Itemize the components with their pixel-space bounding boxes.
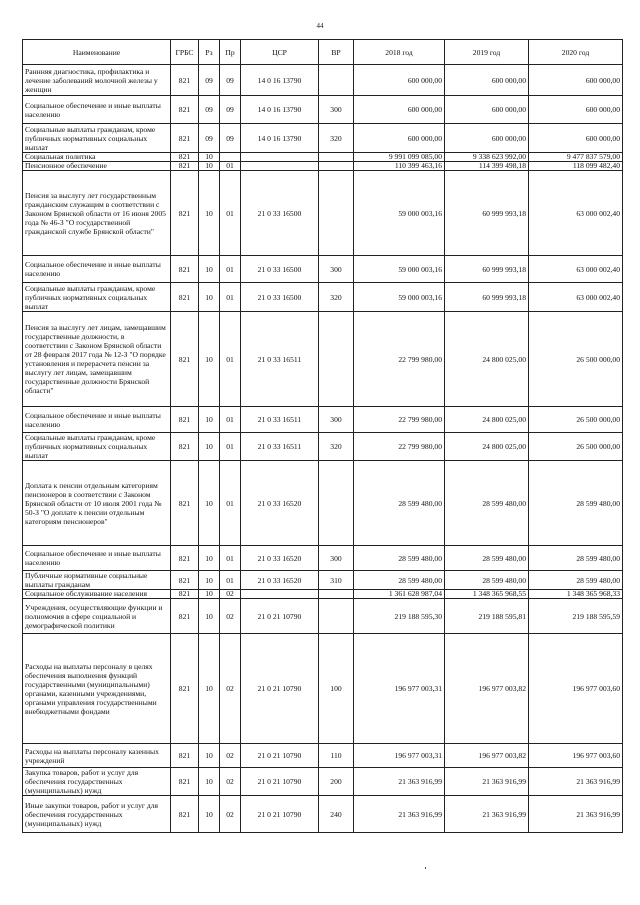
cell-y2019: 24 800 025,00 <box>445 407 529 433</box>
cell-grbs: 821 <box>171 796 199 833</box>
cell-grbs: 821 <box>171 283 199 312</box>
cell-rz: 10 <box>199 171 220 256</box>
cell-y2019: 24 800 025,00 <box>445 433 529 461</box>
cell-name: Социальное обеспечение и иные выплаты населению <box>23 546 171 571</box>
cell-vr <box>319 312 354 407</box>
cell-grbs: 821 <box>171 634 199 744</box>
table-row <box>23 546 623 571</box>
cell-y2020: 600 000,00 <box>529 65 623 96</box>
cell-rz: 10 <box>199 433 220 461</box>
table-row <box>23 634 623 744</box>
cell-rz: 10 <box>199 461 220 546</box>
cell-pr: 01 <box>220 407 241 433</box>
cell-y2020: 600 000,00 <box>529 96 623 124</box>
header-csr: ЦСР <box>241 40 319 65</box>
cell-grbs: 821 <box>171 744 199 768</box>
cell-rz: 09 <box>199 124 220 153</box>
cell-y2020: 26 500 000,00 <box>529 407 623 433</box>
cell-csr: 21 0 33 16520 <box>241 546 319 571</box>
cell-pr <box>220 153 241 162</box>
cell-csr <box>241 162 319 171</box>
cell-name: Социальные выплаты гражданам, кроме публичных нормативных социальных выплат <box>23 124 171 153</box>
cell-name: Социальная политика <box>23 153 171 162</box>
cell-grbs: 821 <box>171 312 199 407</box>
cell-y2019: 600 000,00 <box>445 96 529 124</box>
cell-y2020: 28 599 480,00 <box>529 546 623 571</box>
cell-y2020: 63 000 002,40 <box>529 171 623 256</box>
cell-rz: 10 <box>199 634 220 744</box>
cell-rz: 10 <box>199 590 220 599</box>
cell-y2018: 196 977 003,31 <box>354 744 445 768</box>
cell-y2020: 219 188 595,59 <box>529 599 623 634</box>
cell-vr <box>319 171 354 256</box>
cell-y2019: 24 800 025,00 <box>445 312 529 407</box>
cell-y2018: 28 599 480,00 <box>354 571 445 590</box>
cell-rz: 10 <box>199 546 220 571</box>
header-vr: ВР <box>319 40 354 65</box>
cell-pr: 02 <box>220 768 241 796</box>
table-row <box>23 256 623 283</box>
cell-vr: 110 <box>319 744 354 768</box>
cell-pr: 02 <box>220 599 241 634</box>
cell-csr: 21 0 33 16520 <box>241 571 319 590</box>
cell-name: Социальное обеспечение и иные выплаты населению <box>23 96 171 124</box>
table-row <box>23 461 623 546</box>
cell-vr: 200 <box>319 768 354 796</box>
cell-vr: 320 <box>319 124 354 153</box>
table-row <box>23 283 623 312</box>
table-row <box>23 744 623 768</box>
cell-rz: 10 <box>199 768 220 796</box>
cell-y2019: 21 363 916,99 <box>445 796 529 833</box>
cell-name: Публичные нормативные социальные выплаты гражданам <box>23 571 171 590</box>
cell-csr: 21 0 21 10790 <box>241 744 319 768</box>
cell-y2019: 600 000,00 <box>445 124 529 153</box>
cell-y2019: 196 977 003,82 <box>445 744 529 768</box>
cell-vr: 300 <box>319 96 354 124</box>
cell-y2018: 22 799 980,00 <box>354 433 445 461</box>
cell-rz: 10 <box>199 162 220 171</box>
header-2020: 2020 год <box>529 40 623 65</box>
cell-pr: 01 <box>220 171 241 256</box>
cell-y2018: 21 363 916,99 <box>354 796 445 833</box>
cell-y2020: 600 000,00 <box>529 124 623 153</box>
cell-vr: 300 <box>319 256 354 283</box>
cell-vr: 300 <box>319 407 354 433</box>
cell-y2018: 59 000 003,16 <box>354 256 445 283</box>
cell-y2020: 63 000 002,40 <box>529 283 623 312</box>
cell-y2019: 60 999 993,18 <box>445 283 529 312</box>
cell-rz: 10 <box>199 599 220 634</box>
cell-pr: 01 <box>220 461 241 546</box>
cell-csr: 21 0 21 10790 <box>241 634 319 744</box>
cell-grbs: 821 <box>171 461 199 546</box>
cell-pr: 09 <box>220 96 241 124</box>
cell-y2019: 600 000,00 <box>445 65 529 96</box>
cell-pr: 09 <box>220 124 241 153</box>
cell-csr: 14 0 16 13790 <box>241 96 319 124</box>
cell-y2020: 28 599 480,00 <box>529 571 623 590</box>
table-row <box>23 768 623 796</box>
table-row <box>23 433 623 461</box>
cell-y2019: 196 977 003,82 <box>445 634 529 744</box>
cell-y2019: 21 363 916,99 <box>445 768 529 796</box>
cell-rz: 10 <box>199 153 220 162</box>
cell-y2018: 22 799 980,00 <box>354 312 445 407</box>
cell-vr <box>319 65 354 96</box>
page-number: 44 <box>316 22 324 30</box>
cell-name: Пенсия за выслугу лет государственным гражданским служащим в соответствии с Законом Брянской области от 16 июня 2005 года № 46-З "О государственной гражданской службе Брянской области" <box>23 171 171 256</box>
cell-vr: 240 <box>319 796 354 833</box>
table-header-row <box>23 40 623 65</box>
cell-y2018: 28 599 480,00 <box>354 546 445 571</box>
cell-pr: 01 <box>220 256 241 283</box>
cell-grbs: 821 <box>171 599 199 634</box>
table-row <box>23 590 623 599</box>
cell-csr: 21 0 33 16511 <box>241 312 319 407</box>
cell-vr <box>319 162 354 171</box>
cell-grbs: 821 <box>171 433 199 461</box>
cell-name: Раннняя диагностика, профилактика и лечение заболеваний молочной железы у женщин <box>23 65 171 96</box>
header-grbs: ГРБС <box>171 40 199 65</box>
cell-rz: 10 <box>199 744 220 768</box>
cell-csr: 21 0 33 16511 <box>241 407 319 433</box>
cell-name: Пенсия за выслугу лет лицам, замещавшим государственные должности, в соответствии с Законом Брянской области от 28 февраля 2017 года № 12-З "О порядке установления и перерасчета пенсии за выслугу лет лицам, замещавшим государственные должности Брянской области" <box>23 312 171 407</box>
cell-grbs: 821 <box>171 65 199 96</box>
cell-grbs: 821 <box>171 768 199 796</box>
cell-y2020: 1 348 365 968,33 <box>529 590 623 599</box>
cell-name: Иные закупки товаров, работ и услуг для обеспечения государственных (муниципальных) нужд <box>23 796 171 833</box>
cell-y2018: 28 599 480,00 <box>354 461 445 546</box>
cell-y2018: 110 399 463,16 <box>354 162 445 171</box>
cell-grbs: 821 <box>171 96 199 124</box>
cell-y2018: 600 000,00 <box>354 65 445 96</box>
cell-rz: 10 <box>199 571 220 590</box>
cell-y2018: 21 363 916,99 <box>354 768 445 796</box>
table-row <box>23 162 623 171</box>
cell-vr: 320 <box>319 433 354 461</box>
cell-y2018: 59 000 003,16 <box>354 171 445 256</box>
scan-mark <box>425 867 426 869</box>
cell-pr: 01 <box>220 312 241 407</box>
cell-csr: 21 0 33 16500 <box>241 283 319 312</box>
cell-y2019: 60 999 993,18 <box>445 171 529 256</box>
cell-y2018: 600 000,00 <box>354 96 445 124</box>
cell-csr <box>241 590 319 599</box>
cell-y2018: 196 977 003,31 <box>354 634 445 744</box>
table-row <box>23 312 623 407</box>
cell-csr: 21 0 33 16500 <box>241 256 319 283</box>
cell-y2019: 219 188 595,81 <box>445 599 529 634</box>
cell-grbs: 821 <box>171 256 199 283</box>
cell-csr: 14 0 16 13790 <box>241 65 319 96</box>
header-2019: 2019 год <box>445 40 529 65</box>
cell-y2018: 1 361 628 987,04 <box>354 590 445 599</box>
cell-grbs: 821 <box>171 162 199 171</box>
cell-pr: 01 <box>220 546 241 571</box>
cell-rz: 10 <box>199 796 220 833</box>
cell-grbs: 821 <box>171 590 199 599</box>
cell-y2019: 1 348 365 968,55 <box>445 590 529 599</box>
cell-name: Социальные выплаты гражданам, кроме публичных нормативных социальных выплат <box>23 433 171 461</box>
cell-y2018: 59 000 003,16 <box>354 283 445 312</box>
cell-y2020: 26 500 000,00 <box>529 433 623 461</box>
cell-csr: 14 0 16 13790 <box>241 124 319 153</box>
cell-pr: 01 <box>220 433 241 461</box>
cell-vr <box>319 153 354 162</box>
cell-vr: 300 <box>319 546 354 571</box>
cell-pr: 01 <box>220 162 241 171</box>
cell-rz: 10 <box>199 407 220 433</box>
table-row <box>23 599 623 634</box>
cell-pr: 02 <box>220 796 241 833</box>
cell-pr: 09 <box>220 65 241 96</box>
cell-name: Закупка товаров, работ и услуг для обеспечения государственных (муниципальных) нужд <box>23 768 171 796</box>
cell-pr: 02 <box>220 634 241 744</box>
cell-name: Социальное обслуживание населения <box>23 590 171 599</box>
cell-y2018: 9 991 099 085,00 <box>354 153 445 162</box>
header-2018: 2018 год <box>354 40 445 65</box>
cell-y2020: 9 477 837 579,00 <box>529 153 623 162</box>
cell-name: Расходы на выплаты персоналу в целях обеспечения выполнения функций государственными (муниципальными) органами, казенными учреждениями, органами управления государственными внебюджетными фондами <box>23 634 171 744</box>
cell-y2020: 196 977 003,60 <box>529 744 623 768</box>
table-row <box>23 96 623 124</box>
cell-y2020: 21 363 916,99 <box>529 768 623 796</box>
table-row <box>23 153 623 162</box>
cell-name: Расходы на выплаты персоналу казенных учреждений <box>23 744 171 768</box>
cell-y2019: 28 599 480,00 <box>445 546 529 571</box>
cell-y2020: 196 977 003,60 <box>529 634 623 744</box>
cell-pr: 01 <box>220 283 241 312</box>
cell-csr: 21 0 33 16511 <box>241 433 319 461</box>
cell-y2018: 219 188 595,30 <box>354 599 445 634</box>
cell-y2018: 600 000,00 <box>354 124 445 153</box>
cell-y2020: 26 500 000,00 <box>529 312 623 407</box>
table-row <box>23 571 623 590</box>
cell-y2019: 114 399 498,18 <box>445 162 529 171</box>
cell-vr <box>319 461 354 546</box>
cell-rz: 10 <box>199 312 220 407</box>
cell-csr: 21 0 21 10790 <box>241 599 319 634</box>
cell-grbs: 821 <box>171 124 199 153</box>
table-row <box>23 171 623 256</box>
cell-grbs: 821 <box>171 153 199 162</box>
cell-csr: 21 0 33 16520 <box>241 461 319 546</box>
cell-name: Пенсионное обеспечение <box>23 162 171 171</box>
cell-name: Доплата к пенсии отдельным категориям пенсионеров в соответствии с Законом Брянской области от 10 июля 2001 года № 50-З "О доплате к пенсии отдельным категориям пенсионеров" <box>23 461 171 546</box>
cell-vr: 320 <box>319 283 354 312</box>
cell-csr: 21 0 21 10790 <box>241 796 319 833</box>
cell-name: Социальные выплаты гражданам, кроме публичных нормативных социальных выплат <box>23 283 171 312</box>
table-row <box>23 65 623 96</box>
cell-y2020: 63 000 002,40 <box>529 256 623 283</box>
cell-name: Учреждения, осуществляющие функции и полномочия в сфере социальной и демографической политики <box>23 599 171 634</box>
table-row <box>23 124 623 153</box>
cell-y2019: 28 599 480,00 <box>445 571 529 590</box>
cell-rz: 09 <box>199 65 220 96</box>
cell-y2020: 118 099 482,40 <box>529 162 623 171</box>
cell-pr: 02 <box>220 590 241 599</box>
cell-pr: 02 <box>220 744 241 768</box>
cell-csr: 21 0 33 16500 <box>241 171 319 256</box>
cell-rz: 10 <box>199 283 220 312</box>
cell-y2018: 22 799 980,00 <box>354 407 445 433</box>
cell-name: Социальное обеспечение и иные выплаты населению <box>23 407 171 433</box>
table-row <box>23 796 623 833</box>
cell-vr <box>319 599 354 634</box>
cell-pr: 01 <box>220 571 241 590</box>
header-pr: Пр <box>220 40 241 65</box>
cell-rz: 09 <box>199 96 220 124</box>
cell-y2020: 28 599 480,00 <box>529 461 623 546</box>
table-row <box>23 407 623 433</box>
table-body <box>23 65 623 833</box>
cell-grbs: 821 <box>171 546 199 571</box>
cell-csr <box>241 153 319 162</box>
cell-vr: 100 <box>319 634 354 744</box>
cell-rz: 10 <box>199 256 220 283</box>
cell-grbs: 821 <box>171 571 199 590</box>
header-rz: Рз <box>199 40 220 65</box>
cell-vr <box>319 590 354 599</box>
cell-vr: 310 <box>319 571 354 590</box>
cell-csr: 21 0 21 10790 <box>241 768 319 796</box>
cell-grbs: 821 <box>171 407 199 433</box>
cell-y2019: 9 338 623 992,00 <box>445 153 529 162</box>
header-name: Наименование <box>23 40 171 65</box>
cell-y2020: 21 363 916,99 <box>529 796 623 833</box>
cell-grbs: 821 <box>171 171 199 256</box>
cell-name: Социальное обеспечение и иные выплаты населению <box>23 256 171 283</box>
cell-y2019: 60 999 993,18 <box>445 256 529 283</box>
budget-table <box>22 39 623 833</box>
cell-y2019: 28 599 480,00 <box>445 461 529 546</box>
